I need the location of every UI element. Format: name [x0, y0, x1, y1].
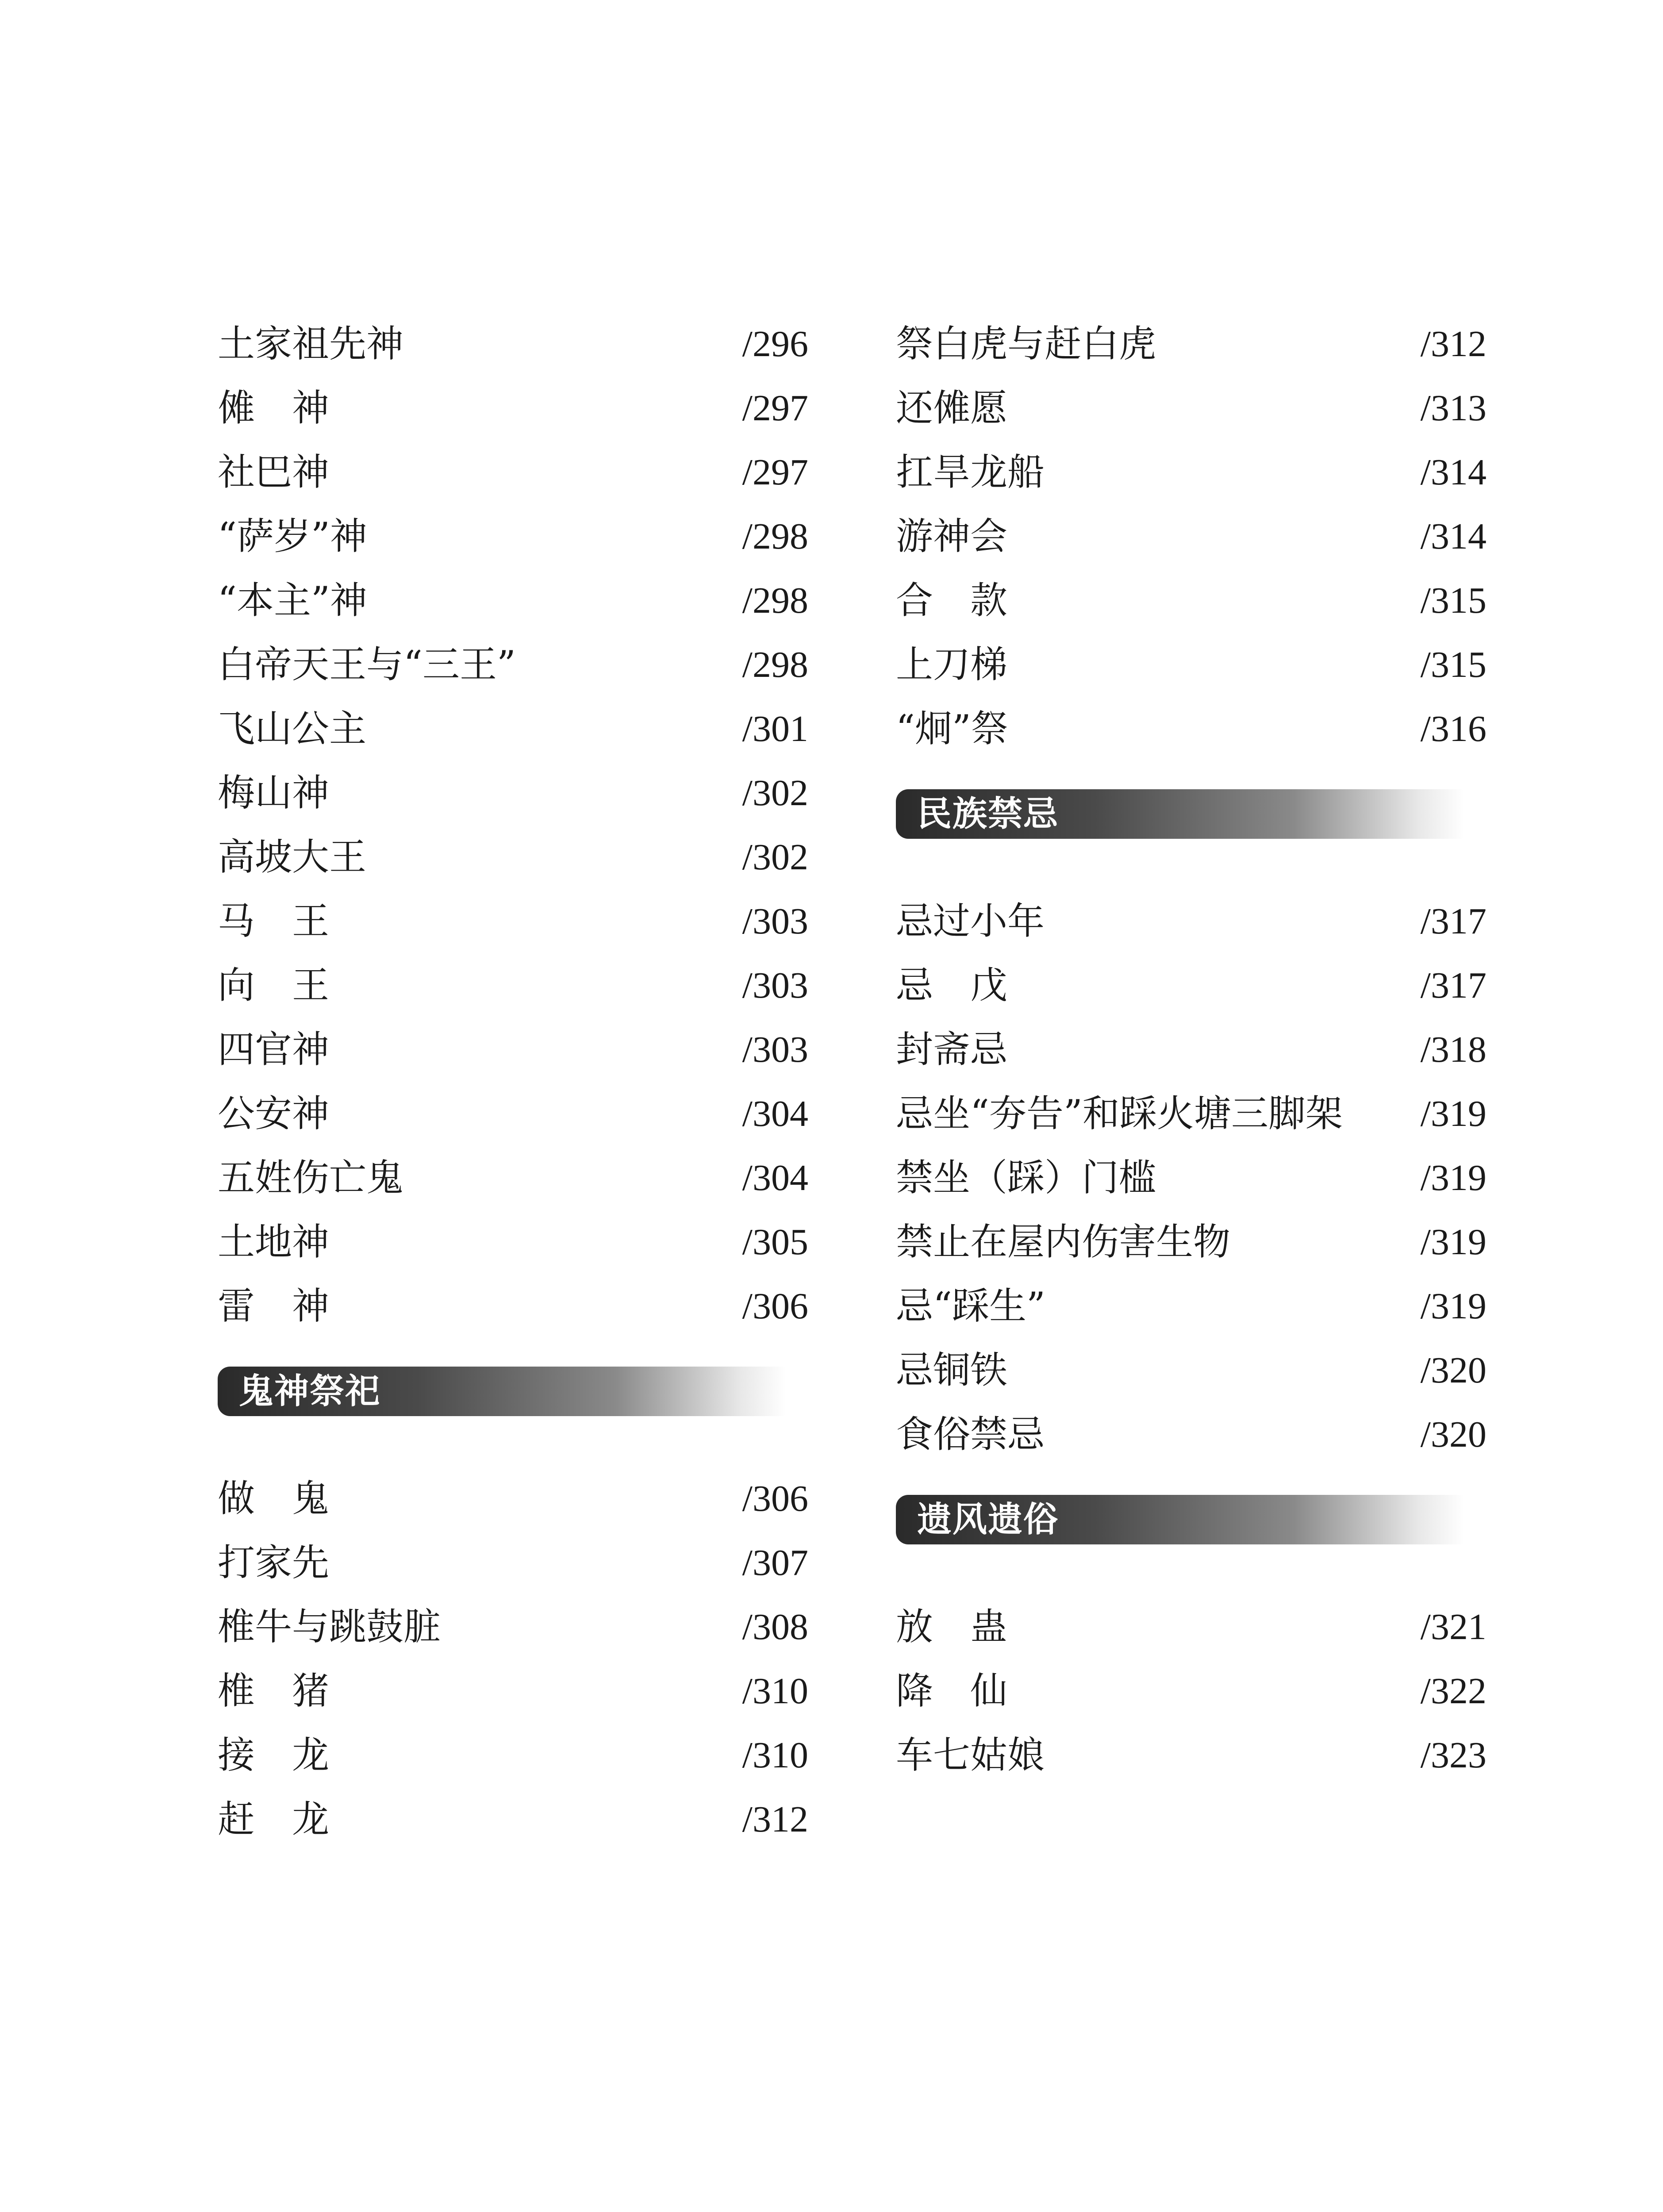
toc-entry[interactable] — [896, 1402, 1486, 1467]
toc-entry[interactable] — [896, 1082, 1486, 1146]
toc-entry-title: 做 鬼 — [218, 1477, 330, 1520]
toc-entry-page: /307 — [742, 1542, 808, 1583]
toc-entry-page: /321 — [1420, 1606, 1486, 1647]
toc-entry-title: 白帝天王与“三王” — [218, 643, 516, 686]
toc-entry-title: 忌“踩生” — [896, 1284, 1045, 1328]
toc-right-column — [896, 312, 1486, 1787]
toc-entry[interactable] — [896, 1018, 1486, 1082]
toc-entry-title: 禁坐（踩）门槛 — [896, 1156, 1156, 1199]
toc-entry-page: /298 — [742, 644, 808, 685]
toc-entry-page: /298 — [742, 580, 808, 621]
toc-entry[interactable] — [218, 1467, 808, 1531]
toc-entry-title: 放 蛊 — [896, 1605, 1008, 1648]
toc-entry-title: 社巴神 — [218, 450, 330, 494]
toc-entry-title: 降 仙 — [896, 1669, 1008, 1713]
toc-entry-title: 忌过小年 — [896, 899, 1045, 943]
toc-entry-title: 椎牛与跳鼓脏 — [218, 1605, 441, 1648]
toc-entry-title: 游神会 — [896, 515, 1008, 558]
toc-entry-title: “萨岁”神 — [218, 515, 367, 558]
section-heading-guishen-jisi — [218, 1338, 808, 1467]
toc-entry-page: /306 — [742, 1286, 808, 1327]
toc-entry-title: 椎 猪 — [218, 1669, 330, 1713]
toc-entry-title: “本主”神 — [218, 579, 367, 622]
toc-entry-title: 上刀梯 — [896, 643, 1008, 686]
toc-entry-title: 雷 神 — [218, 1284, 330, 1328]
toc-entry[interactable] — [218, 1659, 808, 1723]
toc-entry-page: /302 — [742, 837, 808, 878]
toc-entry[interactable] — [218, 889, 808, 953]
toc-entry[interactable] — [896, 1595, 1486, 1659]
toc-entry-title: 梅山神 — [218, 771, 330, 814]
toc-entry-title: 忌坐“夯告”和踩火塘三脚架 — [896, 1092, 1343, 1135]
toc-entry[interactable] — [218, 1082, 808, 1146]
toc-entry-page: /305 — [742, 1221, 808, 1263]
toc-entry-title: 高坡大王 — [218, 835, 367, 879]
toc-entry[interactable] — [896, 1723, 1486, 1787]
toc-entry-page: /316 — [1420, 708, 1486, 749]
toc-entry[interactable] — [218, 504, 808, 568]
toc-entry-page: /315 — [1420, 580, 1486, 621]
toc-entry-title: 公安神 — [218, 1092, 330, 1135]
toc-entry[interactable] — [896, 440, 1486, 504]
toc-entry[interactable] — [218, 1146, 808, 1210]
toc-entry-title: 四官神 — [218, 1028, 330, 1071]
toc-entry[interactable] — [218, 568, 808, 633]
toc-entry-page: /297 — [742, 452, 808, 493]
toc-entry[interactable] — [896, 1659, 1486, 1723]
toc-entry-title: 扛旱龙船 — [896, 450, 1045, 494]
section-heading-label: 民族禁忌 — [917, 794, 1059, 834]
toc-entry[interactable] — [218, 633, 808, 697]
toc-entry[interactable] — [218, 1018, 808, 1082]
toc-entry[interactable] — [896, 889, 1486, 953]
toc-group — [896, 889, 1486, 1467]
toc-entry-page: /310 — [742, 1671, 808, 1712]
toc-entry[interactable] — [218, 1723, 808, 1787]
toc-entry-title: 赶 龙 — [218, 1797, 330, 1841]
section-heading-yifeng-yisu — [896, 1467, 1486, 1595]
toc-entry-title: 忌铜铁 — [896, 1348, 1008, 1392]
toc-entry-title: 车七姑娘 — [896, 1733, 1045, 1777]
toc-entry[interactable] — [896, 1338, 1486, 1402]
toc-entry-title: 土家祖先神 — [218, 322, 404, 365]
toc-entry-title: 打家先 — [218, 1541, 330, 1584]
toc-group — [896, 312, 1486, 761]
toc-entry[interactable] — [896, 697, 1486, 761]
toc-entry-page: /297 — [742, 388, 808, 429]
toc-entry[interactable] — [896, 953, 1486, 1018]
section-heading-label: 鬼神祭祀 — [239, 1371, 381, 1411]
toc-entry-page: /317 — [1420, 901, 1486, 942]
toc-entry-page: /319 — [1420, 1221, 1486, 1263]
toc-entry-page: /302 — [742, 772, 808, 814]
toc-entry-title: 祭白虎与赶白虎 — [896, 322, 1156, 365]
toc-entry-title: 食俗禁忌 — [896, 1413, 1045, 1456]
toc-entry-page: /322 — [1420, 1671, 1486, 1712]
toc-entry[interactable] — [896, 1146, 1486, 1210]
toc-entry-title: 封斋忌 — [896, 1028, 1008, 1071]
toc-entry[interactable] — [218, 376, 808, 440]
toc-entry-page: /312 — [1420, 323, 1486, 365]
toc-entry[interactable] — [218, 1531, 808, 1595]
toc-entry[interactable] — [896, 1210, 1486, 1274]
toc-entry-page: /317 — [1420, 965, 1486, 1006]
toc-entry[interactable] — [896, 633, 1486, 697]
toc-entry[interactable] — [218, 761, 808, 825]
toc-entry-page: /304 — [742, 1157, 808, 1198]
toc-entry-title: 忌 戊 — [896, 964, 1008, 1007]
toc-entry[interactable] — [896, 312, 1486, 376]
toc-entry[interactable] — [218, 440, 808, 504]
toc-entry[interactable] — [896, 504, 1486, 568]
toc-entry-page: /303 — [742, 965, 808, 1006]
toc-entry[interactable] — [218, 1595, 808, 1659]
toc-entry-page: /308 — [742, 1606, 808, 1647]
toc-entry-title: 禁止在屋内伤害生物 — [896, 1220, 1231, 1263]
toc-entry-title: 合 款 — [896, 579, 1008, 622]
section-heading-minzu-jinji — [896, 761, 1486, 889]
toc-entry-title: 还傩愿 — [896, 386, 1008, 430]
toc-entry-page: /314 — [1420, 452, 1486, 493]
toc-entry-page: /306 — [742, 1478, 808, 1519]
toc-entry[interactable] — [218, 312, 808, 376]
toc-entry-page: /304 — [742, 1093, 808, 1134]
toc-entry[interactable] — [218, 953, 808, 1018]
toc-group — [896, 1595, 1486, 1787]
section-heading-label: 遗风遗俗 — [917, 1500, 1059, 1540]
toc-entry-page: /320 — [1420, 1350, 1486, 1391]
toc-group — [218, 1467, 808, 1851]
toc-entry[interactable] — [218, 825, 808, 889]
toc-entry-title: 飞山公主 — [218, 707, 367, 750]
toc-entry-page: /296 — [742, 323, 808, 365]
toc-entry-page: /318 — [1420, 1029, 1486, 1070]
toc-entry[interactable] — [218, 697, 808, 761]
toc-entry-title: 马 王 — [218, 899, 330, 943]
toc-entry-title: 五姓伤亡鬼 — [218, 1156, 404, 1199]
toc-entry-title: 傩 神 — [218, 386, 330, 430]
toc-entry-title: 土地神 — [218, 1220, 330, 1263]
toc-entry-page: /315 — [1420, 644, 1486, 685]
toc-entry-page: /303 — [742, 1029, 808, 1070]
toc-entry[interactable] — [218, 1787, 808, 1851]
toc-left-column — [218, 312, 808, 1851]
toc-entry-page: /320 — [1420, 1414, 1486, 1455]
toc-entry-page: /312 — [742, 1799, 808, 1840]
toc-entry[interactable] — [218, 1210, 808, 1274]
toc-entry-title: 向 王 — [218, 964, 330, 1007]
toc-entry-page: /323 — [1420, 1735, 1486, 1776]
toc-group — [218, 312, 808, 1338]
toc-entry-page: /319 — [1420, 1093, 1486, 1134]
toc-entry-title: “炯”祭 — [896, 707, 1008, 750]
toc-entry-page: /319 — [1420, 1157, 1486, 1198]
toc-entry[interactable] — [896, 1274, 1486, 1338]
toc-entry-title: 接 龙 — [218, 1733, 330, 1777]
toc-entry-page: /310 — [742, 1735, 808, 1776]
toc-entry-page: /319 — [1420, 1286, 1486, 1327]
toc-entry-page: /301 — [742, 708, 808, 749]
toc-entry[interactable] — [896, 376, 1486, 440]
toc-entry-page: /314 — [1420, 516, 1486, 557]
toc-entry-page: /298 — [742, 516, 808, 557]
toc-entry-page: /303 — [742, 901, 808, 942]
toc-entry[interactable] — [896, 568, 1486, 633]
toc-entry[interactable] — [218, 1274, 808, 1338]
toc-entry-page: /313 — [1420, 388, 1486, 429]
